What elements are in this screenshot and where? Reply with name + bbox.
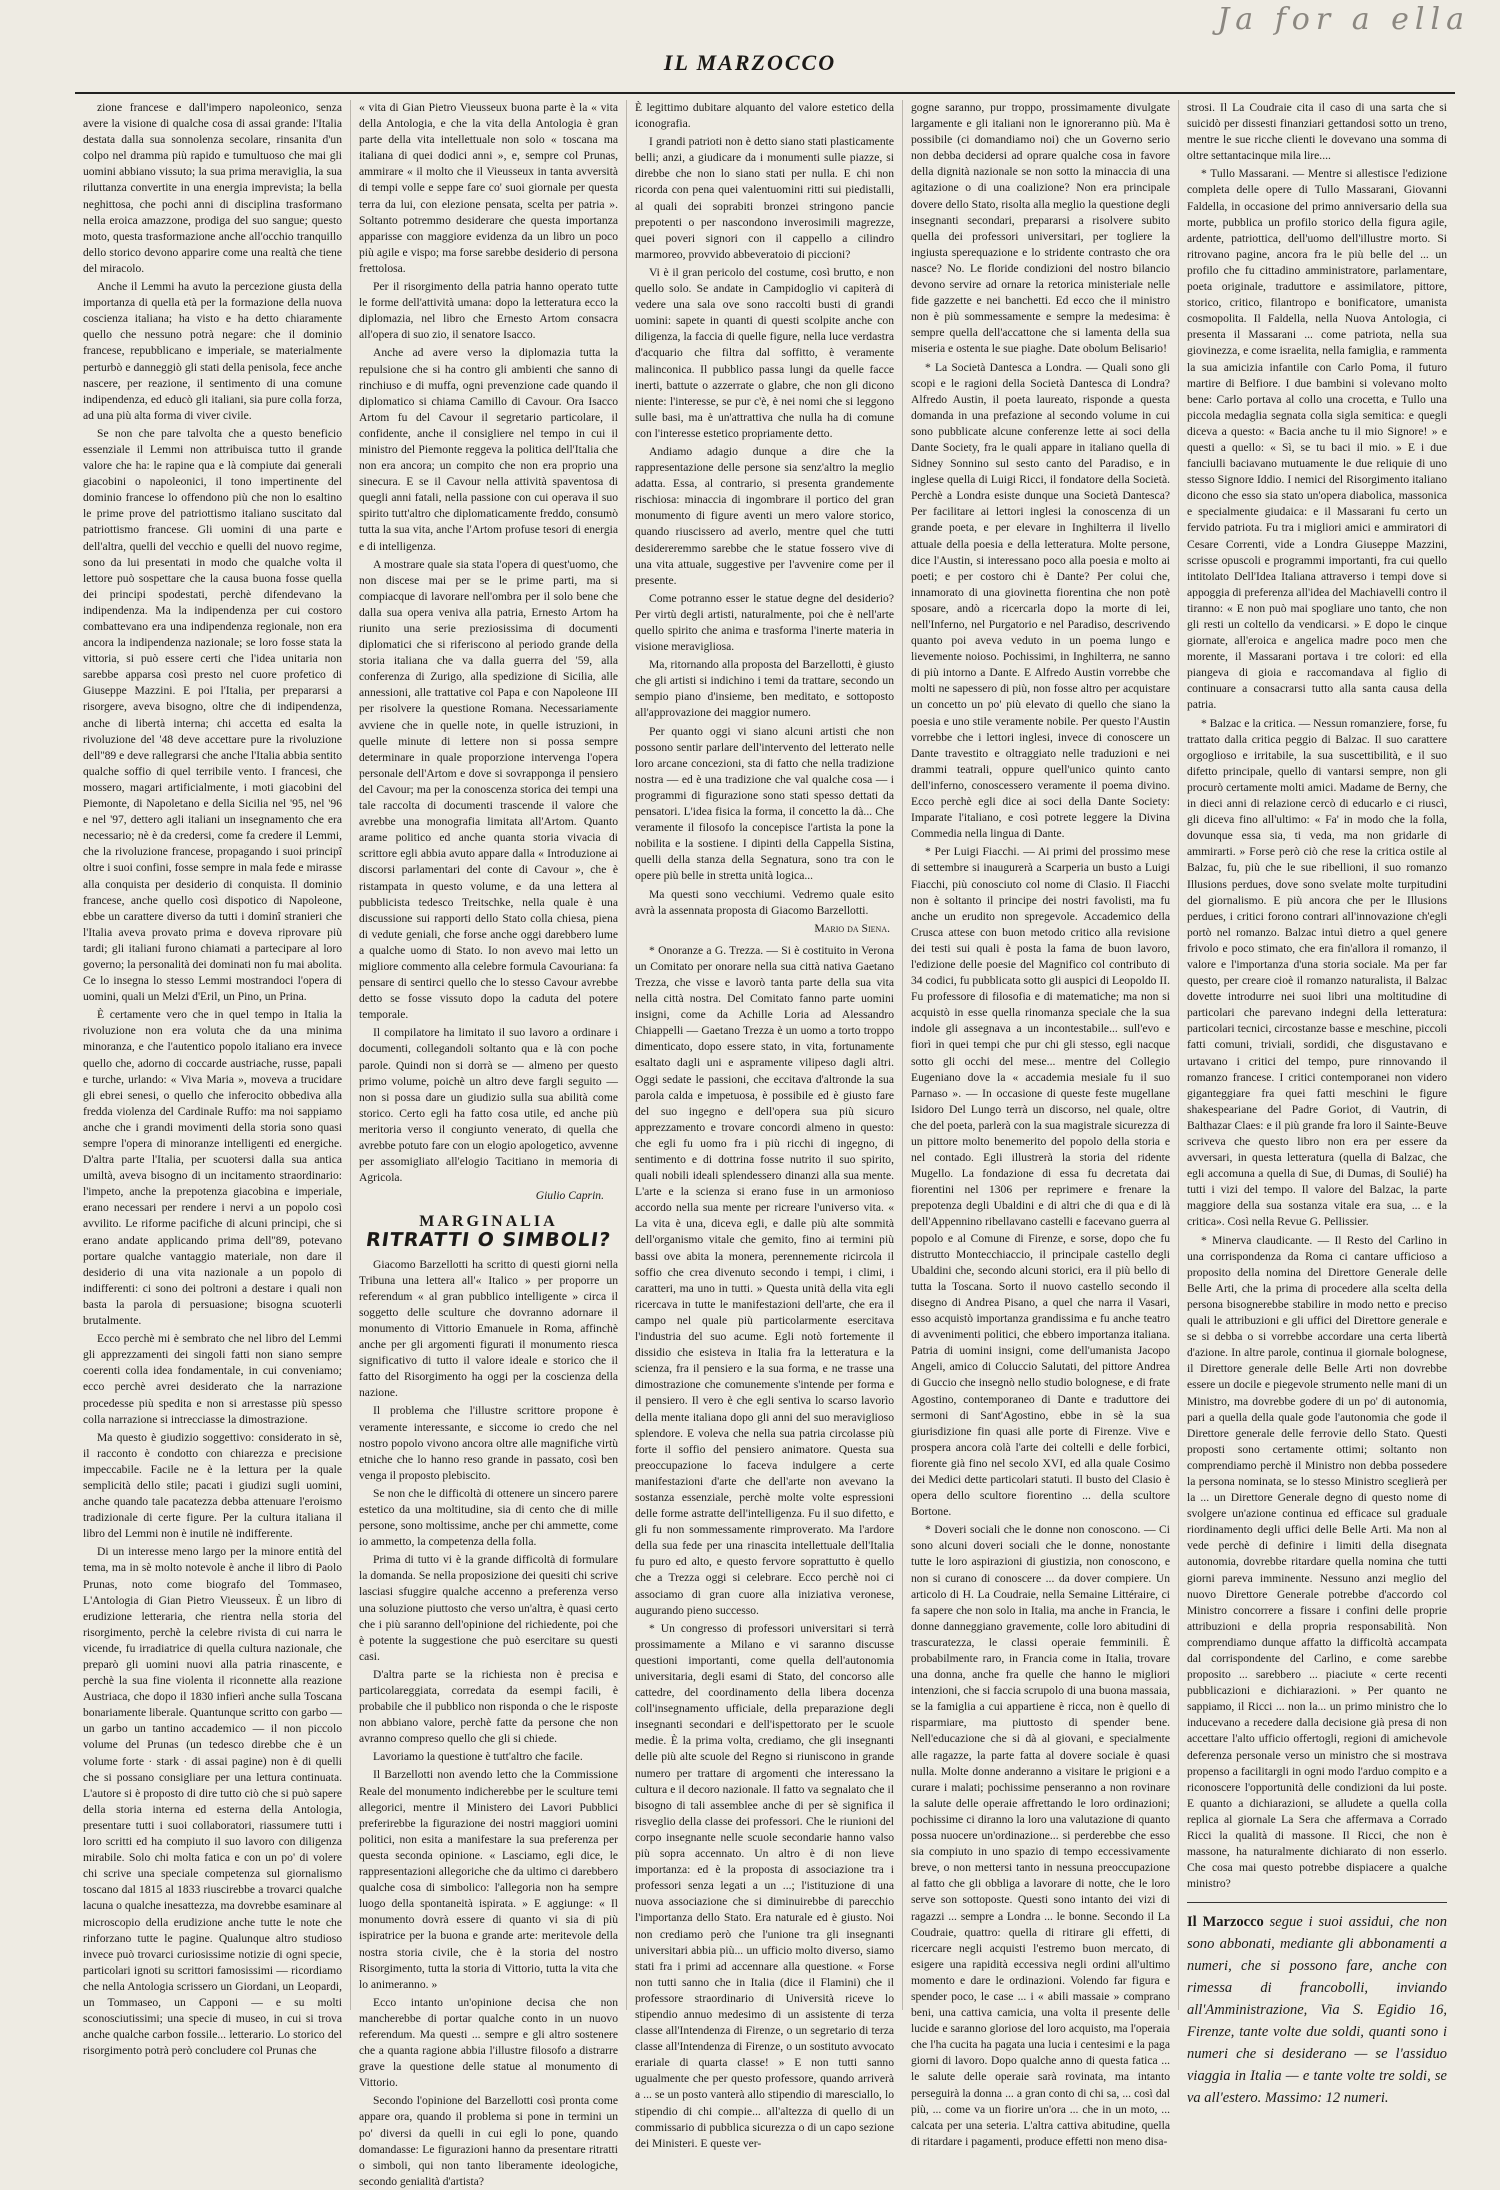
article-paragraph: Ecco intanto un'opinione decisa che non mancherebbe di portar qualche conto in un nuovo referendum. Ma questi ... sempre e gli altro sostenere che a quanta ragione abbia l'illustre filosofo a distrarre grave la questione delle statue al monumento di Vittorio.	[359, 1995, 618, 2090]
article-paragraph: Prima di tutto vi è la grande difficoltà di formulare la domanda. Se nella proposizione dei quesiti chi scrive lasciasi sfuggire qualche accenno a preferenza verso una soluzione piuttosto che verso un'altra, è quasi certo che i più saranno dell'opinione del richiedente, poi che è potente la suggestione che può esercitare su questi casi.	[359, 1553, 618, 1663]
column-1	[75, 100, 351, 2058]
column-2	[351, 100, 627, 2188]
article-paragraph: Andiamo adagio dunque a dire che la rappresentazione delle persone sia senz'altro la meglio adatta. Essa, al contrario, si presenta grandemente rischiosa: minaccia di ingombrare il portico del gran monumento di figure aventi un mero valore storico, quando riuscissero ad averlo, mentre quel che tutti desidereremmo sarebbe che le statue fossero vive di una vita attuale, suggestive per l'avvenire come per il presente.	[635, 444, 894, 587]
article-paragraph: strosi. Il La Coudraie cita il caso di una sarta che si suicidò per dissesti finanziari gettandosi sotto un treno, mentre le sue ricche clienti le dovevano una somma di oltre settantacinque mila lire....	[1187, 101, 1447, 163]
article-paragraph: * Minerva claudicante. — Il Resto del Carlino in una corrispondenza da Roma ci cantare ufficioso a proposito della nomina del Direttore Generale delle Belle Arti, che la prima di procedere alla scelta della persona bisognerebbe stabilire in modo netto e preciso quali le attribuzioni e gli uffici del Direttore generale e se si debba o si vorrebbe accordare una certa libertà d'azione. In altre parole, continua il giornale bolognese, il Direttore generale delle Belle Arti non dovrebbe essere un docile e piegevole strumento nelle mani di un Ministro, ma dovrebbe godere di un po' di autonomia, pari a quella della quale gode l'autonomia che gode il Direttore generale delle ferrovie dello Stato. Questi proposti sono certamente ottimi; soltanto non comprendiamo perchè il Ministro non debba possedere la persona nominata, se lo stesso Ministro sceglierà per la ... un Direttore Generale degno di questo nome di svolgere un'azione continua ed efficace sul graduale riordinamento degli uffici delle Belle Arti. Ma non al vede perchè di definire i limiti della disegnata autonomia, dovrebbe ritardare quella nomina che tutti giorni pareva imminente. Nessuno anzi meglio del nuovo Direttore Generale potrebbe d'accordo col Ministro concorrere a fissare i confini delle proprie attribuzioni e della propria responsabilità. Non comprendiamo dunque affatto la difficoltà accampata dal corrispondente del Carlino, e come sarebbe proposito ... sarebbero ... piaciute « certe recenti pubblicazioni e dichiarazioni. » Per quanto ne sappiamo, il Ricci ... non la... un primo ministro che lo inducevano a recedere dalla decisione già presa di non accettare l'alto ufficio offertogli, regioni di amichevole deferenza personale verso un ministro che si mostrava propenso a facilitargli in ogni modo l'arduo compito e a riconoscere l'opportunità delle condizioni da lui poste. E quanto a dichiarazioni, se alludete a quella colla replica al giornale La Sera che affermava a Corrado Ricci la qualità di massone. Il Ricci, che non è massone, ha naturalmente dichiarato di non esserlo. Che cosa mai questo potrebbe dispiacere a qualche ministro?	[1187, 1233, 1447, 1891]
article-signature: Giulio Caprin.	[535, 1189, 604, 1203]
article-paragraph: Ma questo è giudizio soggettivo: considerato in sè, il racconto è condotto con chiarezza e precisione impeccabile. Facile ne è la lettura per la quale semplicità dello stile; pacati i giudizi sugli uomini, anche quando tale pacatezza debba attenuare l'eroismo tradizionale di certe figure. Per la cultura italiana il libro del Lemmi non è inutile nè indifferente.	[83, 1430, 342, 1541]
article-paragraph: Secondo l'opinione del Barzellotti così pronta come appare ora, quando il problema si pone in termini un po' diversi da quelli in cui egli lo pone, quando domandasse: Le figurazioni hanno da presentare ritratti o simboli, qui non tanto liberamente ideologiche, secondo genialità d'artista?	[359, 2094, 618, 2188]
article-paragraph: Anche il Lemmi ha avuto la percezione giusta della importanza di quella età per la formazione della nuova coscienza italiana; ha visto e ha detto chiaramente quello che nessuno potrà negare: che il dominio francese, repubblicano e imperiale, se materialmente perturbò e danneggiò gli stati della penisola, fece anche nascere, per reazione, il sentimento di una comune indipendenza, ed educò gli italiani, sia pure colla forza, ad una più alta forma di viver civile.	[83, 280, 342, 422]
article-paragraph: * Onoranze a G. Trezza. — Si è costituito in Verona un Comitato per onorare nella sua città nativa Gaetano Trezza, che visse e lavorò tanta parte della sua vita nella città nostra. Del Comitato fanno parte uomini insigni, come da Achille Loria ad Alessandro Chiappelli — Gaetano Trezza è un uomo a torto troppo dimenticato, dopo essere stato, in vita, fortunamente esaltato dagli uni e aspramente vilipeso dagli altri. Oggi sedate le passioni, che eccitava d'altronde la sua parola calda e impetuosa, è possibile ed è giusto fare del suo ingegno e dell'opera sua più sicuro apprezzamento e trovare concordi almeno in questo: che egli fu uomo fra i più ricchi di ingegno, di sentimento e di dottrina fosse nutrito il suo spirito, quali nobili ideali splendessero dinanzi alla sua mente. L'arte e la scienza si erano fuse in un armonioso accordo nella sua mente per ricreare l'universo vita. « La vita è una, diceva egli, e dalle più alte sommità dell'organismo vitale che gemito, fino ai termini più bassi ove abita la monera, perennemente ricircola il soffio che crea divenuto secondo i tempi, i climi, i caratteri, ma uno in tutti. » Questa unità della vita egli ricercava in tutte le manifestazioni dell'arte, che era il campo nel quale più particolarmente esercitava l'industria del suo acume. Egli notò fortemente il dissidio che esisteva in Italia fra la letteratura e la scienza, fra il pensiero e la sua forma, e ne trasse una dimostrazione che comunemente s'intende per forma e il pensiero. Il vero è che egli sentiva lo scarso lavorìo della mente italiana dopo gli anni del suo meraviglioso splendore. E voleva che nella sua patria circolasse più forte il soffio del pensiero animatore. Questa sua preoccupazione lo faceva indulgere a certe manifestazioni d'arte che dell'arte non avevano la sostanza essenziale, perchè molte volte espressioni delle forme astratte dell'intelligenza. Fu il suo difetto, e gli fu non sommessamente rimproverato. Ma l'ardore della sua fede per una rinascita intellettuale dell'Italia fu puro ed alto, e questo fervore soprattutto è quello che a Trezza oggi si celebrare. Ecco perchè noi ci associamo di gran cuore alla iniziativa veronese, augurando pieno successo.	[635, 943, 894, 1617]
column-3	[627, 100, 903, 2150]
notice-lead: Il Marzocco	[1187, 1914, 1264, 1931]
subscription-notice	[1187, 1902, 1447, 2109]
article-paragraph: I grandi patrioti non è detto siano stati plasticamente belli; anzi, a giudicare da i monumenti sulle piazze, si direbbe che non lo siano stati per nulla. E chi non ricorda con pena quei valentuomini ritti sui piedistalli, al quali dei soprabiti bronzei stringono pancie prepotenti o per nascondono inverosimili magrezze, quei poveri signori con il cappello a cilindro marmoreo, provvido abbeveratoio di piccioni?	[635, 135, 894, 261]
article-paragraph: A mostrare quale sia stata l'opera di quest'uomo, che non discese mai per se le prime parti, ma si compiacque di lavorare nell'ombra per il solo bene che dalla sua opera veniva alla patria, Ernesto Artom ha riunito una serie preziosissima di documenti diplomatici che si riferiscono al periodo grande della storia italiana che va dalla guerra del '59, alla conferenza di Zurigo, alla spedizione di Sicilia, alle annessioni, alle trattative col Papa e con Napoleone III per risolvere la questione Romana. Necessariamente avviene che in quelle note, in quelle istruzioni, in quelle minute di lettere non si possa sempre determinare in quale proporzione intervenga l'opera personale dell'Artom e dove si sovrapponga il pensiero del Cavour; ma per la conoscenza storica dei tempi una tale raccolta di documenti trascende il valore che avrebbe una monografia limitata all'Artom. Quanto arame politico ed anche quanta storia vivacia di scrittore egli abbia avuto appare dalla « Introduzione ai discorsi parlamentari del conte di Cavour », che è ristampata in questo volume, e da una lettera al pubblicista tedesco Treitschke, nella quale è una discussione sui rapporti dello Stato colla chiesa, piena di vedute geniali, che forse anche oggi darebbero lume a qualche uomo di Stato. Io non avevo mai letto un migliore commento alla celebre formula Cavouriana: fa pensare di sentirci quello che lo stesso Cavour avrebbe detto se fosse vissuto dopo la caduta del potere temporale.	[359, 557, 618, 1022]
article-paragraph: * Per Luigi Fiacchi. — Ai primi del prossimo mese di settembre si inaugurerà a Scarperia un busto a Luigi Fiacchi, più conosciuto col nome di Clasio. Il Fiacchi non è soltanto il principe dei nostri favolisti, ma fu anche un erudito non spregevole. Accademico della Crusca attese con buon metodo critico alla revisione dei testi sui quali è posta la fama de buon lavoro, l'edizione delle poesie del Magnifico col contributo di 34 codici, fu pubblicata sotto gli auspici di Leopoldo II. Fu professore di filosofia e di matematiche; ma non si acquistò in esse quella rinomanza speciale che la sua indole gli assegnava a un incontestabile... sull'evo e fiorì in quei tempi che pur chi gli stesso, egli nacque sotto gli occhi del mese... mentre del Collegio Eugeniano dove la « accademia mesiale fu il suo Parnaso ». — In occasione di queste feste mugellane Isidoro Del Lungo terrà un discorso, nel quale, oltre che del poeta, parlerà con la sua magistrale sicurezza di un pittore molto benemerito del popolo della storia e nel contado. Egli illustrerà la storia del ridente Mugello. La fondazione di essa fu decretata dai fiorentini nel 1306 per reprimere e frenare la prepotenza degli Ubaldini e di altri che di qua e di là dell'Appennino ribellavano castelli e facevano guerra al popolo e al Comune di Firenze, e sorse, dopo che fu distrutto Montecchiaccio, il principale castello degli Ubaldini che, secondo alcuni storici, era il più bello di tutta la Toscana. Sorto il nuovo castello secondo il disegno di Andrea Pisano, a quel che narra il Vasari, esso acquistò importanza grandissima e fu anche teatro di avvenimenti politici, che ebbero importanza italiana. Patria di uomini insigni, come dell'umanista Jacopo Angeli, amico di Coluccio Salutati, del pittore Andrea di Guccio che insegnò nello studio bolognese, e di frate Agostino, contemporaneo di Dante e traduttore dei sermoni di Sant'Agostino, ebbe in sè la sua giurisdizione fin quasi alle porte di Firenze. Vive e prospera ancora colà l'arte dei coltelli e delle forbici, fiorente già fino nel secolo XVI, ed alla quale Cosimo dei Medici dette particolari statuti. Il busto del Clasio è opera dello scultore fiorentino ... della scultore Bortone.	[911, 845, 1170, 1519]
article-paragraph: Vi è il gran pericolo del costume, così brutto, e non quello solo. Se andate in Campidoglio vi capiterà di vedere una sala ove sono raccolti busti di grandi uomini: sapete in quanti di questi scolpite anche con diligenza, la faccia di quelle figure, nella luce verdastra d'acquario che filtra dal soffitto, è veramente malinconica. Il pubblico passa lungi da quelle facce inerti, battute o azzerrate o glabre, che non gli dicono niente: l'interesse, se pur c'è, è nei nomi che si leggono sulle basi, ma è un'attrattiva che nulla ha di comune con l'interesse estetico propriamente detto.	[635, 265, 894, 440]
article-paragraph: Anche ad avere verso la diplomazia tutta la repulsione che si ha contro gli ambienti che sanno di rinchiuso e di muffa, ogni prevenzione cade quando il diplomatico si chiama Camillo di Cavour. Ora Isacco Artom fu del Cavour il segretario particolare, il confidente, anche il consigliere nel tempo in cui il ministro del Piemonte reggeva la politica dell'Italia che non era ancora; un compito che non era proprio una sinecura. E se il Cavour nella attività spaventosa di quegli anni fatali, nella passione con cui operava il suo spirito tutt'altro che diplomaticamente freddo, consumò tutta la sua vita, anche l'Artom profuse tesori di energia e di intelligenza.	[359, 346, 618, 553]
article-paragraph: * Doveri sociali che le donne non conoscono. — Ci sono alcuni doveri sociali che le donne, nonostante tutte le loro aspirazioni di giustizia, non conoscono, e non si curano di conoscere ... da dover compiere. Un articolo di H. La Coudraie, nella Semaine Littéraire, ci fa sapere che non solo in Italia, ma anche in Francia, le donne danneggiano gravemente, colle loro abitudini di trascuratezza, le classi operaie femminili. È probabilmente raro, in Francia come in Italia, trovare una donna, anche fra quelle che hanno le migliori intenzioni, che si faccia scrupolo di una buona massaia, se la famiglia a cui appartiene è ricca, non è quello di risparmiare, ma piuttosto di spender bene. Nell'educazione che si dà al giovani, e specialmente alle ragazze, la parte fatta al dovere sociale è quasi nulla. Molte donne anderanno a visitare le prigioni e a curare i malati; pochissime penseranno a non rovinare la salute delle operaie affrettando le loro ordinazioni; pochissime ci diranno la loro una valutazione di quanto possa nuocere un'ordinazione... si perderebbe che esso sia compiuto in uno spazio di tempo eccessivamente breve, o non mettersi tanto in nessuna preoccupazione al fatto che gli obbliga a lavorare di notte, che le loro serve son sottoposte. Questi sono intanto dei vizi di ragazzi ... sempre a Londra ... le bonne. Secondo il La Coudraie, quattro: quella di ritirare gli effetti, di ricercare negli acquisti l'estremo buon mercato, di esigere una rapidità eccessiva negli ordini all'ultimo momento e dare le ordinazioni. Volendo far figura e spender poco, le case ... i « abili massaie » comprano beni, una cattiva camicia, una volta il presente delle lucide e saranno gloriose del loro acquisto, ma l'operaia che l'ha cucita ha pagata una lucia i centesimi e la paga giorni di lavoro. Dopo qualche anno di questa fatica ... le salute delle operaie sarà rovinata, ma intanto perseguirà la donna ... a gran conto di chi sa, ... così dal più, ... come va un fiorire un'ora ... che in un moto, ... calcata per una seteria. L'altra cattiva abitudine, quella di ritardare i pagamenti, produce effetti non meno disa-	[911, 1523, 1170, 2148]
article-paragraph: Il problema che l'illustre scrittore propone è veramente interessante, e siccome io credo che nel nostro popolo vivono ancora oltre alle magnifiche virtù etniche che lo hanno reso grande in passato, così ben venga il proposto plebiscito.	[359, 1404, 618, 1482]
article-paragraph: « vita di Gian Pietro Vieusseux buona parte è la « vita della Antologia, e che la vita della Antologia è gran parte della vita intellettuale non solo « toscana ma italiana di quei dodici anni », e, sempre col Prunas, ammirare « il molto che il Vieusseux in tanta avversità di tempi volle e seppe fare co' suoi giornale per questa terra da lui, con elezione pensata, scelta per patria ». Soltanto potremmo desiderare che questa importanza apparisse con maggiore evidenza da un libro un poco più agile e vispo; ma forse sarebbe desiderio di persona frettolosa.	[359, 101, 618, 275]
article-paragraph: * Un congresso di professori universitari si terrà prossimamente a Milano e vi saranno discusse questioni importanti, come quella dell'autonomia universitaria, degli esami di Stato, del concorso alle cattedre, del coordinamento della libera docenza coll'insegnamento ufficiale, della preparazione degli insegnanti secondari e dell'ispettorato per le scuole medie. È la prima volta, crediamo, che gli insegnanti delle più alte scuole del Regno si riuniscono in grande numero per trattare di argomenti che interessano la cultura e il decoro nazionale. Il fatto va segnalato che il bisogno di tali assemblee anche di per sè significa il risveglio della classe dei professori. Che le riunioni del corpo insegnante nelle scuole secondarie hanno valso più sopra accennato. Un altro è di non lieve importanza: ed è la proposta di associazione tra i professori senza legati a un ...; l'istituzione di una nuova associazione che si diminuirebbe di parecchio l'importanza dello Stato. Era naturale ed è giusto. Noi non crediamo però che l'unione tra gli insegnanti universitari abbia più... un ufficio molto diverso, siamo stati fra i primi ad accennare alla questione. « Forse non tutti sanno che in Italia (dice il Flamini) che il professore straordinario di Università riceve lo stipendio annuo medesimo di un assistente di terza classe all'Intendenza di Firenze, o un segretario di terza classe all'Intendenza di Firenze, o un sostituto avvocato erariale di quarta classe! » E non tutti sanno ugualmente che per questo professore, quando arriverà a ... se un posto vanterà allo stipendio di maresciallo, lo stipendio di chi compie... all'altezza di quello di un commissario di pubblica sicurezza o di un capo sezione dei Ministeri. E queste ver-	[635, 1621, 894, 2150]
article-paragraph: Il Barzellotti non avendo letto che la Commissione Reale del monumento indicherebbe per le sculture temi allegorici, mentre il Ministero dei Lavori Pubblici preferirebbe la figurazione dei nostri maggiori uomini politici, non esita a manifestare la sua preferenza per questa seconda opinione. « Lasciamo, egli dice, le rappresentazioni allegoriche che da ultimo ci darebbero qualche cosa di simbolico: l'allegoria non ha sempre luogo della spontaneità ispirata. » E aggiunge: « Il monumento dovrà essere di quanto vi sia di più ispiratrice per la buona e grande arte: meritevole della nostra storia civile, che è la storia del nostro Risorgimento, tutta la storia di Vittorio, tutta la vita che lo animeranno. »	[359, 1768, 618, 1991]
article-paragraph: Il compilatore ha limitato il suo lavoro a ordinare i documenti, collegandoli soltanto qua e là con poche parole. Quindi non si dorrà se — almeno per questo primo volume, poichè un altro deve fargli seguito — non si possa dare un giudizio sulla sua abilità come storico. Certo egli ha fatto cosa utile, ed anche più meritoria verso il congiunto venerato, di quella che avrebbe potuto fare con un elogio apologetico, avvenne per assomigliato all'elogio Tacitiano in memoria di Agricola.	[359, 1026, 618, 1185]
article-paragraph: Se non che pare talvolta che a questo beneficio essenziale il Lemmi non attribuisca tutto il grande valore che ha: le rapine qua e là compiute dai generali giacobini o napoleonici, il tono impertinente del dominio francese lo offendono più che non lo esaltino le prime prove del patriottismo italiano suscitato dal patriottismo francese. Gli uomini di una parte e dell'altra, quelli del vecchio e quelli del nuovo regime, sono da lui presentati in modo che qualche volta il lettore può sospettare che la causa buona fosse quella dei principi spodestati, perchè difendevano la indipendenza. Ma la indipendenza per cui costoro combattevano era una indipendenza regionale, non era ancora la indipendenza nazionale; se loro fosse stata la vittoria, si può essere certi che l'idea unitaria non sarebbe apparsa così presto nel cuore profetico di Giuseppe Mazzini. E poi l'Italia, per prepararsi a risorgere, aveva bisogno, oltre che di indipendenza, anche di libertà interna; chi accetta ed esalta la rivoluzione del '48 deve accettare pure la rivoluzione dell''89 e deve rallegrarsi che anche l'Italia abbia sentito qualche soffio di quel terribile vento. I francesi, che mossero, magari artificialmente, i moti giacobini del Piemonte, di Napoletano e della Sicilia nel '95, nel '96 e nel '97, dettero agli italiani un insegnamento che era necessario; nè è da credersi, come fa credere il Lemmi, che la rivoluzione francese, propagando i suoi principî oltre i suoi confini, fosse sempre in mala fede e mirasse alla conquista per desiderio di conquista. Il dominio francese, anche quello così dispotico di Napoleone, ebbe un carattere diverso da tutti i dominî stranieri che l'Italia aveva provato prima e doveva riprovare più tardi; gli italiani furono chiamati a partecipare al loro governo; la personalità dei dominati non fu mai abolita. Ce lo insegna lo stesso Lemmi mostrandoci l'opera di uomini, quali un Melzi d'Eril, un Pino, un Prina.	[83, 426, 342, 1004]
columns	[75, 100, 1455, 2188]
article-paragraph: gogne saranno, pur troppo, prossimamente divulgate largamente e gli italiani non le ignoreranno più. Ma è possibile (ci domandiamo noi) che un Governo serio non debba decidersi ad oprare qualche cosa in favore della dignità nazionale se non sotto la minaccia di una agitazione o di una coalizione? Non era principale dovere dello Stato, risolta alla meglio la questione degli insegnanti secondari, prepararsi a risolvere subito quella dei professori universitari, per togliere la ingiusta sperequazione e lo stridente contrasto che ora nasce? No. Le floride condizioni del nostro bilancio devono servire ad ornare la retorica ministeriale nelle fide gazzette e nei banchetti. Ed ecco che il ministro non è più sommessamente e sempre la medesima: è sempre quella dell'accattone che si lamenta della sua miseria e ostenta le sue piaghe. Date obolum Belisario!	[911, 101, 1170, 356]
article-paragraph: Giacomo Barzellotti ha scritto di questi giorni nella Tribuna una lettera all'« Italico » per proporre un referendum « al gran pubblico intelligente » circa il soggetto delle sculture che dovranno adornare il monumento di Vittorio Emanuele in Roma, affinchè anche per gli argomenti figurati il monumento riesca significativo di tutto il valore ideale e storico che il fatto del Risorgimento ha oggi per la coscienza della nazione.	[359, 1257, 618, 1400]
article-paragraph: Per quanto oggi vi siano alcuni artisti che non possono sentir parlare dell'intervento del letterato nelle loro arcane concezioni, sta di fatto che nella tradizione nostra — ed è una tradizione che val qualche cosa — i programmi di figurazione sono stati spesso dettati da pensatori. L'idea fisica la forma, il concetto la dà... Che veramente il filosofo la concepisce l'artista la pone la nobilita e la sostiene. I dipinti della Cappella Sistina, quelli della stanza della Segnatura, sono tra con le opere più belle in stretta unità logica...	[635, 724, 894, 883]
article-paragraph: Per il risorgimento della patria hanno operato tutte le forme dell'attività umana: dopo la letteratura ecco la diplomazia, nel libro che Ernesto Artom consacra all'opera di suo zio, il senatore Isacco.	[359, 280, 618, 342]
article-paragraph: È legittimo dubitare alquanto del valore estetico della iconografia.	[635, 101, 894, 131]
column-5	[1179, 100, 1455, 2107]
article-paragraph: Ma, ritornando alla proposta del Barzellotti, è giusto che gli artisti si indichino i temi da trattare, secondo un sempio piano d'insieme, ben meditato, e sottoposto all'approvazione dei maggior numero.	[635, 658, 894, 720]
column-4	[903, 100, 1179, 2148]
header-rule	[75, 92, 1455, 94]
article-paragraph: Ma questi sono vecchiumi. Vedremo quale esito avrà la assennata proposta di Giacomo Barzellotti.	[635, 887, 894, 917]
article-paragraph: * La Società Dantesca a Londra. — Quali sono gli scopi e le ragioni della Società Dantesca di Londra? Alfredo Austin, il poeta laureato, risponde a questa domanda in una prefazione al secondo volume in cui sono pubblicate alcune conferenze lette ai soci della Dante Society, fra le quali appare in italiano quella di Sidney Sonnino sul sesto canto del Paradiso, e in inglese quella di Luigi Ricci, il fondatore della Società. Perchè a Londra esiste dunque una Società Dantesca? Per facilitare ai lettori inglesi la conoscenza di un grande poeta, e per elevare in Inghilterra il livello attuale della poesia e della letteratura. Molte persone, dice l'Austin, si interessano poco alla poesia e molto ai poeti; e per costoro chi è Dante? Per colui che, innamorato di una giovinetta fiorentina che non potè sposare, andò a ricercarla dopo la morte di lei, nell'Inferno, nel Purgatorio e nel Paradiso, descrivendo quanto poi aveva veduto in un poema lungo e lievemente noioso. Pochissimi, in Inghilterra, ne sanno di più intorno a Dante. E Alfredo Austin vorrebbe che molti ne sapessero di più, non fosse altro per acquistare un concetto un po' più elevato di quello che siano la poesia e uno stile veramente nobile. Per questo l'Austin vorrebbe che i lettori inglesi, invece di conoscere un Dante travestito e oltraggiato nelle traduzioni e nei drammi teatrali, oppure quell'unico quinto canto dell'inferno, conoscessero veramente il poema divino. Ecco perchè egli dice ai soci della Dante Society: Imparate l'italiano, e così potrete leggere la Divina Commedia nella lingua di Dante.	[911, 360, 1170, 841]
article-paragraph: È certamente vero che in quel tempo in Italia la rivoluzione non era voluta che da una minima minoranza, e che l'autentico popolo italiano era invece quello che, adorno di coccarde austriache, russe, papali e turche, urlando: « Viva Maria », moveva a trucidare gli ebrei senesi, o quello che inferocito obbediva alla fredda violenza del Cardinale Ruffo: ma noi sappiamo anche che i grandi movimenti della storia sono quasi sempre l'opera di minoranze intelligenti ed energiche. D'altra parte l'Italia, per scuotersi dalla sua antica umiltà, aveva bisogno di un incitamento straordinario: l'impeto, anche la prepotenza giacobina e imperiale, erano necessari per rendere i nervi a un popolo così avvilito. Le riforme pacifiche di alcuni principi, che si erano andate applicando prima dell''89, potevano portare qualche vantaggio materiale, non dare il desiderio di una vita nazionale a un popolo di indifferenti: ci sono dei poltroni a destare i quali non basta la parola di persuasione; bisogna scuoterli brutalmente.	[83, 1008, 342, 1328]
article-paragraph: Di un interesse meno largo per la minore entità del tema, ma in sè molto notevole è anche il libro di Paolo Prunas, noto come biografo del Tommaseo, L'Antologia di Gian Pietro Vieusseux. È un libro di erudizione letteraria, che rientra nella storia del risorgimento, perchè la celebre rivista di cui narra le vicende, fu irradiatrice di quella cultura nazionale, che preparò gli uomini nuovi alla patria rinascente, e perchè la sua fine violenta il riconnette alla reazione Austriaca, che dopo il 1830 infierì anche sulla Toscana bonariamente liberale. Quantunque scritto con garbo — un garbo un tantino accademico — il non piccolo volume del Prunas (un tedesco direbbe che è un volume forte · stark · di assai pagine) non è di quelli che si possano consigliare per una lettura continuata. L'autore si è proposto di dire tutto ciò che si può sapere della storia interna ed esterna della Antologia, presentare tutti i suoi collaboratori, riassumere tutti i loro scritti ed ha compiuto il suo lavoro con diligenza mirabile. Solo chi molta fatica e con un po' di volere chi scrive una speciale competenza sul giornalismo toscano dal 1815 al 1833 riuscirebbe a trovarci qualche lacuna o qualche inesattezza, ma dovrebbe esaminare al microscopio della erudizione anche tutte le note che rinforzano tutte le pagine. Qualunque altro studioso invece può trovarci curiosissime notizie di ogni specie, particolari ignoti su scrittori famosissimi — ricordiamo che nella Antologia scrissero un Giordani, un Leopardi, un Tommaseo, un Capponi — e su molti sconosciutissimi; una specie di museo, in cui si trova anche qualche carbon fossile... letterario. Lo storico del risorgimento potrà però concludere col Prunas che	[83, 1545, 342, 2058]
article-paragraph: Come potranno esser le statue degne del desiderio? Per virtù degli artisti, naturalmente, poi che è nell'arte quello spirito che anima e trasforma l'inerte materia in visione meravigliosa.	[635, 591, 894, 654]
article-paragraph: Ecco perchè mi è sembrato che nel libro del Lemmi gli apprezzamenti dei singoli fatti non siano sempre coerenti colla idea fondamentale, in cui conveniamo; ecco perchè avrei desiderato che la narrazione procedesse più spedita e non si arrestasse più spesso colla narrazione si intrecciasse la dimostrazione.	[83, 1332, 342, 1426]
section-subtitle: RITRATTI O SIMBOLI?	[364, 1229, 613, 1252]
notice-text: segue i suoi assidui, che non sono abbonati, mediante gli abbonamenti a numeri, che si possono fare, anche con rimessa di francobolli, inviando all'Amministrazione, Via S. Egidio 16, Firenze, tante volte due soldi, quanti sono i numeri che si desiderano — se l'assiduo viaggia in Italia — e tante volte tre soldi, se va all'estero. Massimo: 12 numeri.	[1187, 1914, 1447, 2107]
article-paragraph: Lavoriamo la questione è tutt'altro che facile.	[373, 1750, 583, 1764]
article-paragraph: zione francese e dall'impero napoleonico, senza avere la visione di qualche cosa di assai grande: l'Italia destata dalla sua sonnolenza secolare, rinsanita d'un colpo nel dramma più rapido e tumultuoso che mai gli uomini abbiano vissuto; la sua prima meraviglia, la sua riluttanza convertite in una energia imprevista; la bella neghittosa, che pochi anni di disciplina trasformano nella eroica amazzone, prodiga del suo sangue; questo moto, questa trasformazione anche all'occhio tranquillo dello storico devono apparire come una realtà che tiene del miracolo.	[83, 101, 342, 275]
article-paragraph: * Tullo Massarani. — Mentre si allestisce l'edizione completa delle opere di Tullo Massarani, Giovanni Faldella, in occasione del primo anniversario della sua morte, pubblica un profilo storico della figura agile, ardente, patriottica, dell'uomo dell'illustre morto. Si ritrovano pagine, ancora fra le più belle del ... un profilo che fu cittadino amministratore, parlamentare, poeta originale, traduttore e assimilatore, pittore, storico, critico, filantropo e bonificatore, umanista cosmopolita. Il Faldella, nella Nuova Antologia, ci presenta il Massarani ... come patriota, nella sua giovinezza, e come israelita, nella famiglia, e rammenta la sua amicizia infantile con Carlo Poma, il futuro martire di Belfiore. I due bambini si volevano molto bene: Carlo portava al collo una crocetta, e Tullo una piccola medaglia segnata colla sigla semitica: e quegli diceva a questo: « Bacia anche tu il mio Signore! » e questi a quello: « Sì, se tu baci il mio. » E i due fanciulli baciavano mutuamente le due reliquie di uno stesso Signore Iddio. I nemici del Risorgimento italiano dicono che esso sia stato un'opera diabolica, massonica e specialmente giudaica: e il Massarani fu certo un fervido patriota. Fu tra i migliori amici e ammiratori di Cesare Correnti, vide a Londra Giuseppe Mazzini, scrisse opuscoli e programmi importanti, fra cui quello intitolato Dell'Idea Italiana attraverso i tempi dove si appoggia di preferenza all'idea del Machiavelli contro il tiranno: « E non può mai spogliare uno tanto, che non gli resti un coltello da vendicarsi. » E dopo le cinque giornate, all'eroica e angelica madre poco men che morente, il Massarani portava i tre colori: ed ella piangeva di gioia e raccomandava al figlio di continuare a consacrarsi tutto alla santa causa della patria.	[1187, 167, 1447, 712]
handwritten-note: Ja for a ella	[1217, 2, 1470, 37]
article-signature: Mario da Siena.	[814, 921, 890, 935]
masthead: IL MARZOCCO	[663, 50, 837, 75]
article-paragraph: Se non che le difficoltà di ottenere un sincero parere estetico da una moltitudine, sia di cento che di mille persone, sono moltissime, anche per chi ammette, come io ammetto, la competenza della folla.	[359, 1486, 618, 1549]
section-title: MARGINALIA	[419, 1213, 558, 1231]
article-paragraph: * Balzac e la critica. — Nessun romanziere, forse, fu trattato dalla critica peggio di Balzac. Il suo carattere orgoglioso e irritabile, la sua suscettibilità, e il suo difetto principale, quello di vantarsi sempre, non gli procurò certamente molti amici. Madame de Berny, che in dieci anni di relazione cercò di educarlo e ci riuscì, gli diceva fino all'ultimo: « Fa' in modo che la folla, dovunque essa sia, ti veda, ma non gridarle di ammirarti. » Forse però ciò che rese la critica ostile al Balzac, fu, più che le sue ribellioni, il suo romanzo Illusions perdues, dove sono svelate molte turpitudini del giornalismo. E più ancora che per le Illusions perdues, i critici forono contrari all'innovazione ch'egli portò nel romanzo. Balzac intuì dietro a quel genere frivolo e poco stimato, che era fin'allora il romanzo, il valore e l'importanza d'una storia sociale. Ma per far questo, per creare cioè il romanzo naturalista, il Balzac dovette introdurre nei suoi libri una moltitudine di particolari che parevano indegni della letteratura: particolari tecnici, circostanze basse e meschine, piccoli fatti comuni, triviali, sordidi, che disgustavano e urtavano i critici del tempo, pure rinnovando il romanzo francese. I critici contemporanei non videro giganteggiare fra quei fatti meschini le figure shakespeariane del Padre Goriot, di Vautrin, di Balthazar Claes: e il più grande fra loro il Sainte-Beuve scriveva che questo libro non era per essere da avversari, in questa letteratura (quella di Balzac, che egli accomuna a quella di Sue, di Dumas, di Soulié) ha tutti i vizi del tempo. Il valore del Balzac, la parte maggiore della sua sostanza vitale era sua, ... e la critica». Così nella Revue G. Pellissier.	[1187, 716, 1447, 1229]
article-paragraph: D'altra parte se la richiesta non è precisa e particolareggiata, corredata da esempi facili, è probabile che il pubblico non risponda o che le risposte non abbiano valore, perchè fatte da persone che non avranno compreso quello che gli si chiede.	[359, 1667, 618, 1746]
